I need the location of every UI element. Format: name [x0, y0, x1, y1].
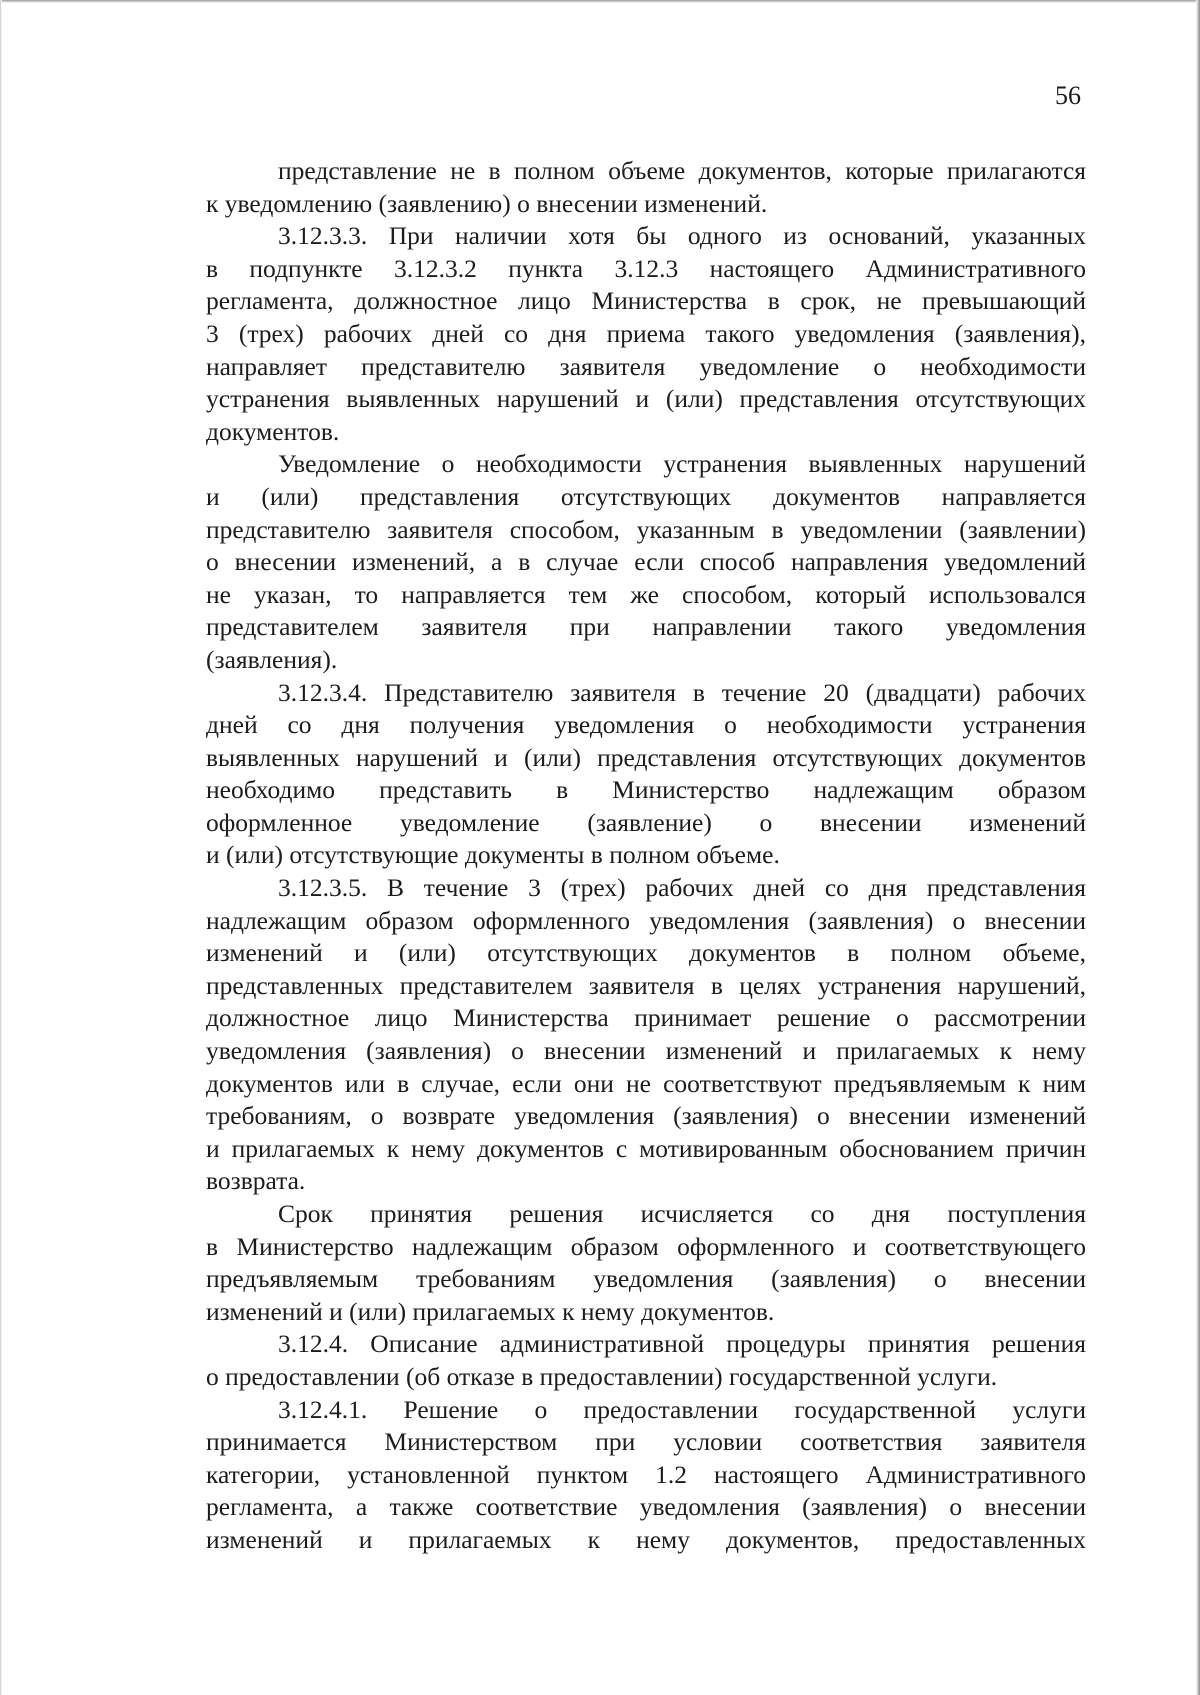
paragraph	[206, 448, 1086, 676]
text-line: к уведомлению (заявлению) о внесении изменений.	[206, 188, 768, 218]
text-line: Уведомление о необходимости устранения выявленных нарушений	[278, 449, 1086, 479]
text-line: принимается Министерством при условии соответствия заявителя	[206, 1427, 1086, 1457]
page-number: 56	[1055, 81, 1081, 110]
text-line: Срок принятия решения исчисляется со дня поступления	[278, 1199, 1086, 1228]
text-line: изменений и прилагаемых к нему документов, предоставленных	[206, 1524, 1086, 1554]
text-line: (заявления).	[206, 644, 338, 674]
text-line: предъявляемым требованиям уведомления (заявления) о внесении	[206, 1264, 1086, 1294]
text-line: изменений и (или) отсутствующих документов в полном объеме,	[206, 938, 1086, 968]
paragraph	[206, 677, 1086, 873]
text-line: 3.12.3.4. Представителю заявителя в течение 20 (двадцати) рабочих	[278, 677, 1086, 707]
paragraph	[206, 155, 1086, 220]
paragraph	[206, 220, 1086, 448]
text-line: представление не в полном объеме документов, которые прилагаются	[278, 156, 1086, 185]
text-line: дней со дня получения уведомления о необходимости устранения	[206, 710, 1086, 740]
text-line: о предоставлении (об отказе в предоставлении) государственной услуги.	[206, 1361, 998, 1391]
text-line: и прилагаемых к нему документов с мотивированным обоснованием причин	[206, 1133, 1086, 1163]
text-line: 3.12.4. Описание административной процедуры принятия решения	[278, 1329, 1086, 1359]
text-line: и (или) представления отсутствующих документов направляется	[206, 481, 1086, 511]
text-line: представителю заявителя способом, указанным в уведомлении (заявлении)	[206, 514, 1086, 544]
text-line: 3.12.3.5. В течение 3 (трех) рабочих дней со дня представления	[278, 873, 1086, 903]
text-line: уведомления (заявления) о внесении изменений и прилагаемых к нему	[206, 1036, 1086, 1066]
scan-edge-left	[0, 0, 2, 1695]
text-line: представителем заявителя при направлении такого уведомления	[206, 612, 1086, 642]
text-line: категории, установленной пунктом 1.2 настоящего Административного	[206, 1459, 1086, 1489]
paragraph	[206, 1328, 1086, 1393]
text-line: документов или в случае, если они не соответствуют предъявляемым к ним	[206, 1068, 1086, 1098]
text-line: регламента, должностное лицо Министерства в срок, не превышающий	[206, 286, 1086, 316]
text-line: 3 (трех) рабочих дней со дня приема такого уведомления (заявления),	[206, 318, 1086, 348]
text-line: возврата.	[206, 1166, 306, 1196]
text-line: оформленное уведомление (заявление) о внесении изменений	[206, 807, 1086, 837]
text-line: необходимо представить в Министерство надлежащим образом	[206, 775, 1086, 805]
text-line: направляет представителю заявителя уведомление о необходимости	[206, 351, 1086, 381]
text-line: надлежащим образом оформленного уведомления (заявления) о внесении	[206, 905, 1086, 935]
text-line: документов.	[206, 416, 340, 446]
text-line: 3.12.4.1. Решение о предоставлении государственной услуги	[278, 1394, 1086, 1424]
paragraph	[206, 872, 1086, 1198]
text-line: выявленных нарушений и (или) представления отсутствующих документов	[206, 742, 1086, 772]
text-line: и (или) отсутствующие документы в полном объеме.	[206, 840, 780, 870]
text-line: изменений и (или) прилагаемых к нему документов.	[206, 1296, 775, 1326]
document-body	[206, 155, 1086, 1557]
text-line: о внесении изменений, а в случае если способ направления уведомлений	[206, 547, 1086, 577]
text-line: в Министерство надлежащим образом оформленного и соответствующего	[206, 1231, 1086, 1261]
paragraph	[206, 1198, 1086, 1328]
text-line: 3.12.3.3. При наличии хотя бы одного из оснований, указанных	[278, 221, 1086, 251]
text-line: должностное лицо Министерства принимает решение о рассмотрении	[206, 1003, 1086, 1033]
text-line: представленных представителем заявителя в целях устранения нарушений,	[206, 970, 1086, 1000]
text-line: не указан, то направляется тем же способом, который использовался	[206, 579, 1086, 609]
text-line: в подпункте 3.12.3.2 пункта 3.12.3 настоящего Административного	[206, 253, 1086, 283]
text-line: устранения выявленных нарушений и (или) представления отсутствующих	[206, 384, 1086, 414]
text-line: регламента, а также соответствие уведомления (заявления) о внесении	[206, 1492, 1086, 1522]
scan-edge-right	[1196, 0, 1200, 1695]
paragraph	[206, 1394, 1086, 1557]
text-line: требованиям, о возврате уведомления (заявления) о внесении изменений	[206, 1101, 1086, 1131]
scan-edge-top	[0, 0, 1200, 3]
